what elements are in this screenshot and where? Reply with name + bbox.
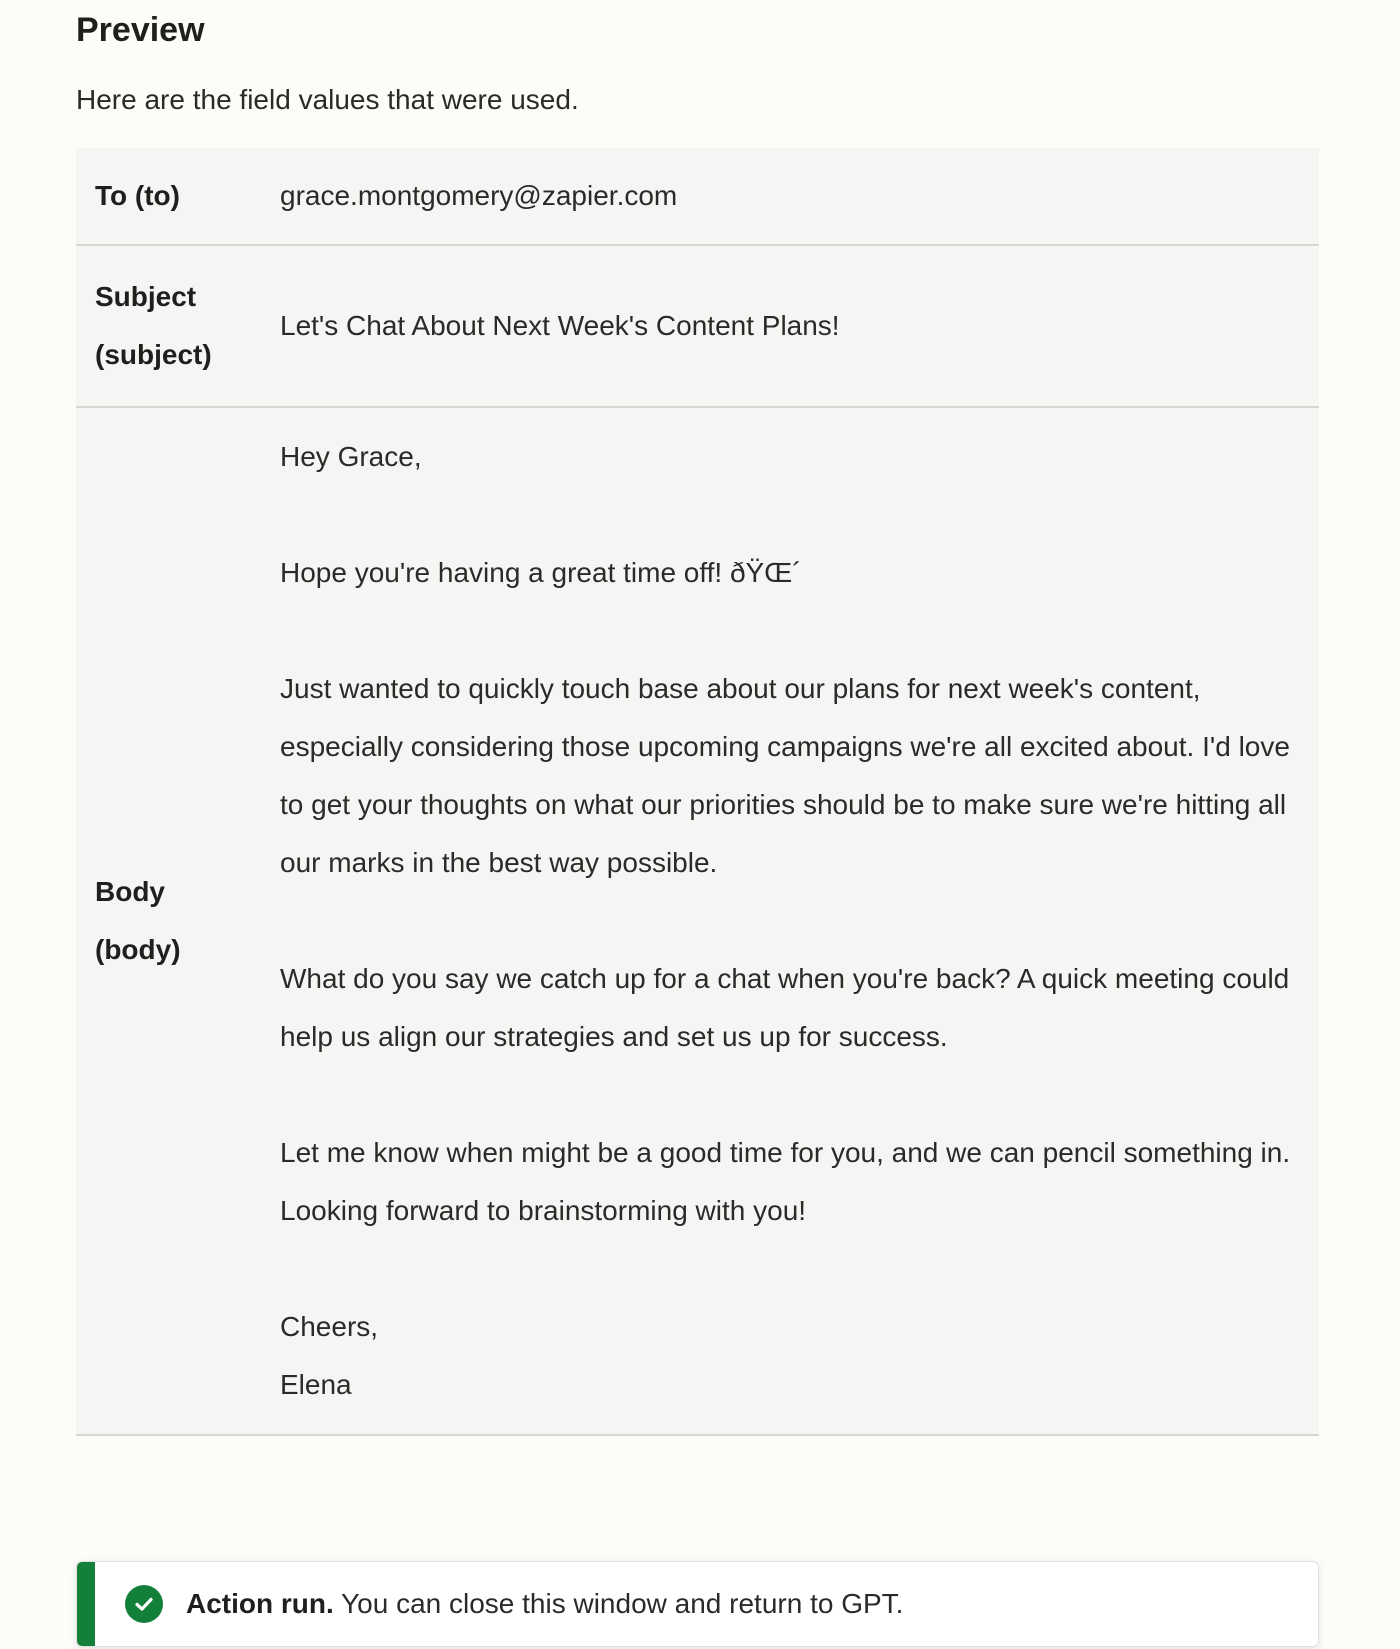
toast-message (186, 1588, 903, 1620)
preview-panel (76, 0, 1319, 1436)
body-signature: Elena (280, 1369, 352, 1400)
toast-detail: You can close this window and return to GPT. (333, 1588, 904, 1619)
body-paragraph: Just wanted to quickly touch base about our plans for next week's content, especially considering those upcoming campaigns we're all excited about. I'd love to get your thoughts on what our priorities should be to make sure we're hitting all our marks in the best way possible. (280, 673, 1290, 878)
field-label-body (76, 407, 280, 1435)
body-closing: Cheers, (280, 1311, 379, 1342)
page-title: Preview (76, 11, 205, 49)
field-row-subject (76, 245, 1319, 407)
field-label-to: To (to) (95, 180, 180, 211)
body-paragraph: Hey Grace, (280, 441, 422, 472)
field-row-body (76, 407, 1319, 1435)
field-value-subject: Let's Chat About Next Week's Content Plans! (280, 310, 840, 341)
page-subtitle: Here are the field values that were used. (76, 84, 579, 115)
check-circle-icon (125, 1585, 163, 1623)
body-paragraph: What do you say we catch up for a chat when you're back? A quick meeting could help us align our strategies and set us up for success. (280, 963, 1290, 1052)
field-label-body-key: (body) (95, 934, 181, 965)
field-label-body-name: Body (95, 876, 165, 907)
field-value-body (280, 407, 1319, 1435)
field-label-subject-key: (subject) (95, 339, 212, 370)
success-toast (76, 1561, 1319, 1647)
field-values-table (76, 148, 1319, 1436)
field-label-subject (76, 245, 280, 407)
body-paragraph: Let me know when might be a good time for you, and we can pencil something in. Looking forward to brainstorming with you! (280, 1137, 1291, 1226)
field-row-to (76, 148, 1319, 245)
body-paragraph: Hope you're having a great time off! ðŸŒ´ (280, 557, 802, 588)
field-label-subject-name: Subject (95, 281, 197, 312)
toast-accent-bar (77, 1562, 95, 1646)
field-value-to: grace.montgomery@zapier.com (280, 180, 678, 211)
toast-status: Action run. (186, 1588, 334, 1619)
